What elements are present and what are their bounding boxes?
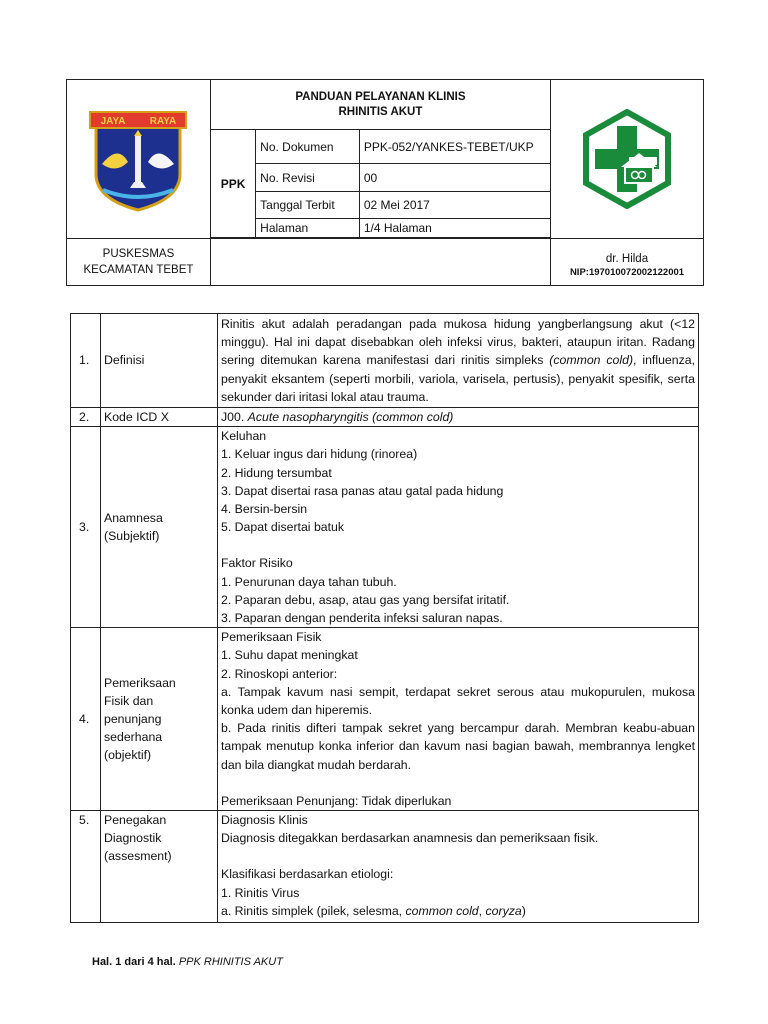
list-item: 3. Dapat disertai rasa panas atau gatal pada hidung [221,483,504,498]
signer-name: dr. Hilda [605,252,649,265]
pemeriksaan-label-line: (objektif) [104,748,152,763]
list-item: 3. Paparan dengan penderita infeksi saluran napas. [221,611,503,626]
list-item: 2. Paparan debu, asap, atau gas yang bersifat iritatif. [221,592,510,607]
list-item: b. Pada rinitis difteri tampak sekret yang bercampur darah. Membran keabu-abuan tampak menutup konka inferior dan kavum nasi bagian bawah, membrannya lengket dan bila diangkat mudah berdarah. [221,721,695,772]
klasifikasi-title: Klasifikasi berdasarkan etiologi: [221,867,394,882]
pemeriksaan-label-line: Pemeriksaan [104,675,176,690]
list-item: 2. Rinoskopi anterior: [221,666,338,681]
anamnesa-label-line1: Anamnesa [104,511,163,526]
list-item [221,902,695,922]
table-row [71,427,699,628]
ppk-label: PPK [210,130,255,238]
puskesmas-logo-cell [551,80,704,239]
rinitis-simplek-italic2: coryza [485,903,522,918]
rinitis-simplek-sep: , [478,903,486,918]
list-item: 1. Suhu dapat meningkat [221,648,358,663]
organization-cell [67,239,211,286]
puskesmas-logo-icon [577,109,677,209]
jaya-raya-emblem-icon [88,104,188,214]
field-value-no-revisi: 00 [359,164,550,192]
anamnesa-label-line2: (Subjektif) [104,529,160,544]
section-number: 3. [71,427,101,628]
section-label-anamnesa [101,427,218,628]
content-table [70,313,699,923]
document-title-line1: PANDUAN PELAYANAN KLINIS [295,90,466,103]
field-label-no-revisi: No. Revisi [256,164,360,192]
diagnosis-text: Diagnosis ditegakkan berdasarkan anamnesis dan pemeriksaan fisik. [221,831,599,846]
section-label-pemeriksaan [101,628,218,811]
anamnesa-content [218,427,699,628]
pemeriksaan-label-line: penunjang [104,712,162,727]
list-item: 1. Penurunan daya tahan tubuh. [221,574,397,589]
rinitis-simplek-close: ) [521,903,526,918]
faktor-risiko-title: Faktor Risiko [221,556,293,571]
organization-line1: PUSKESMAS [102,248,175,260]
list-item: 4. Bersin-bersin [221,502,308,517]
field-value-tanggal-terbit: 02 Mei 2017 [359,192,550,219]
section-number: 4. [71,628,101,811]
section-number: 2. [71,408,101,427]
list-item: 5. Dapat disertai batuk [221,520,345,535]
keluhan-title: Keluhan [221,429,267,444]
field-label-tanggal-terbit: Tanggal Terbit [256,192,360,219]
section-label-icd: Kode ICD X [101,408,218,427]
pemeriksaan-content [218,628,699,811]
field-label-halaman: Halaman [256,219,360,238]
icd-description: Acute nasopharyngitis (common cold) [247,410,454,425]
signer-cell [551,239,704,286]
list-item: 1. Keluar ingus dari hidung (rinorea) [221,447,418,462]
section-label-diagnostik [101,811,218,923]
footer-page-text: Hal. 1 dari 4 hal. [92,956,176,968]
page-footer [92,956,283,968]
organization-line2: KECAMATAN TEBET [83,264,194,276]
list-item: 1. Rinitis Virus [221,885,300,900]
jaya-raya-logo-cell [67,80,211,239]
signer-nip: NIP:197010072002122001 [569,266,685,278]
document-title-line2: RHINITIS AKUT [338,105,423,118]
pemeriksaan-label-line: Fisik dan [104,693,154,708]
pemeriksaan-title: Pemeriksaan Fisik [221,630,322,645]
rinitis-simplek-text: a. Rinitis simplek (pilek, selesma, [221,903,406,918]
logo-text-jaya: JAYA [101,116,126,127]
logo-text-raya: RAYA [150,116,177,127]
diagnostik-content [218,811,699,923]
pemeriksaan-label-line: sederhana [104,730,163,745]
field-value-halaman: 1/4 Halaman [359,219,550,238]
field-value-no-dokumen: PPK-052/YANKES-TEBET/UKP [359,130,550,164]
diagnostik-label-line: (assesment) [104,849,172,864]
footer-doc-title: PPK RHINITIS AKUT [178,956,283,968]
field-label-no-dokumen: No. Dokumen [256,130,360,164]
table-row [71,811,699,923]
diagnostik-label-line: Penegakan [104,813,167,828]
table-row [71,628,699,811]
table-row [71,408,699,427]
rinitis-simplek-italic1: common cold [405,903,479,918]
icd-code-cell [218,408,699,427]
icd-code: J00. [221,410,245,425]
definisi-text-italic: (common cold) [549,353,634,368]
diagnosis-title: Diagnosis Klinis [221,813,308,828]
document-header-table [66,79,704,286]
definisi-text-part1: Rinitis akut adalah peradangan pada mukosa hidung yangberlangsung akut (<12 minggu). Hal ini dapat disebabkan oleh infeksi virus, bakteri, ataupun iritan. Radang sering ditemukan karena manifestasi dari rinitis simpleks [221,317,695,368]
definisi-text [218,314,699,408]
list-item: a. Tampak kavum nasi sempit, terdapat sekret serous atau mukopurulen, mukosa konka udem dan hiperemis. [221,684,695,718]
definisi-text-part2: , influenza, penyakit eksantem (seperti morbili, variola, varisela, pertusis), penyakit spesifik, serta sekunder dari iritasi lokal atau trauma. [221,353,695,404]
section-number: 5. [71,811,101,923]
section-number: 1. [71,314,101,408]
list-item: 2. Hidung tersumbat [221,465,332,480]
section-label-definisi: Definisi [101,314,218,408]
diagnostik-label-line: Diagnostik [104,831,162,846]
pemeriksaan-penunjang: Pemeriksaan Penunjang: Tidak diperlukan [221,793,452,808]
table-row [71,314,699,408]
